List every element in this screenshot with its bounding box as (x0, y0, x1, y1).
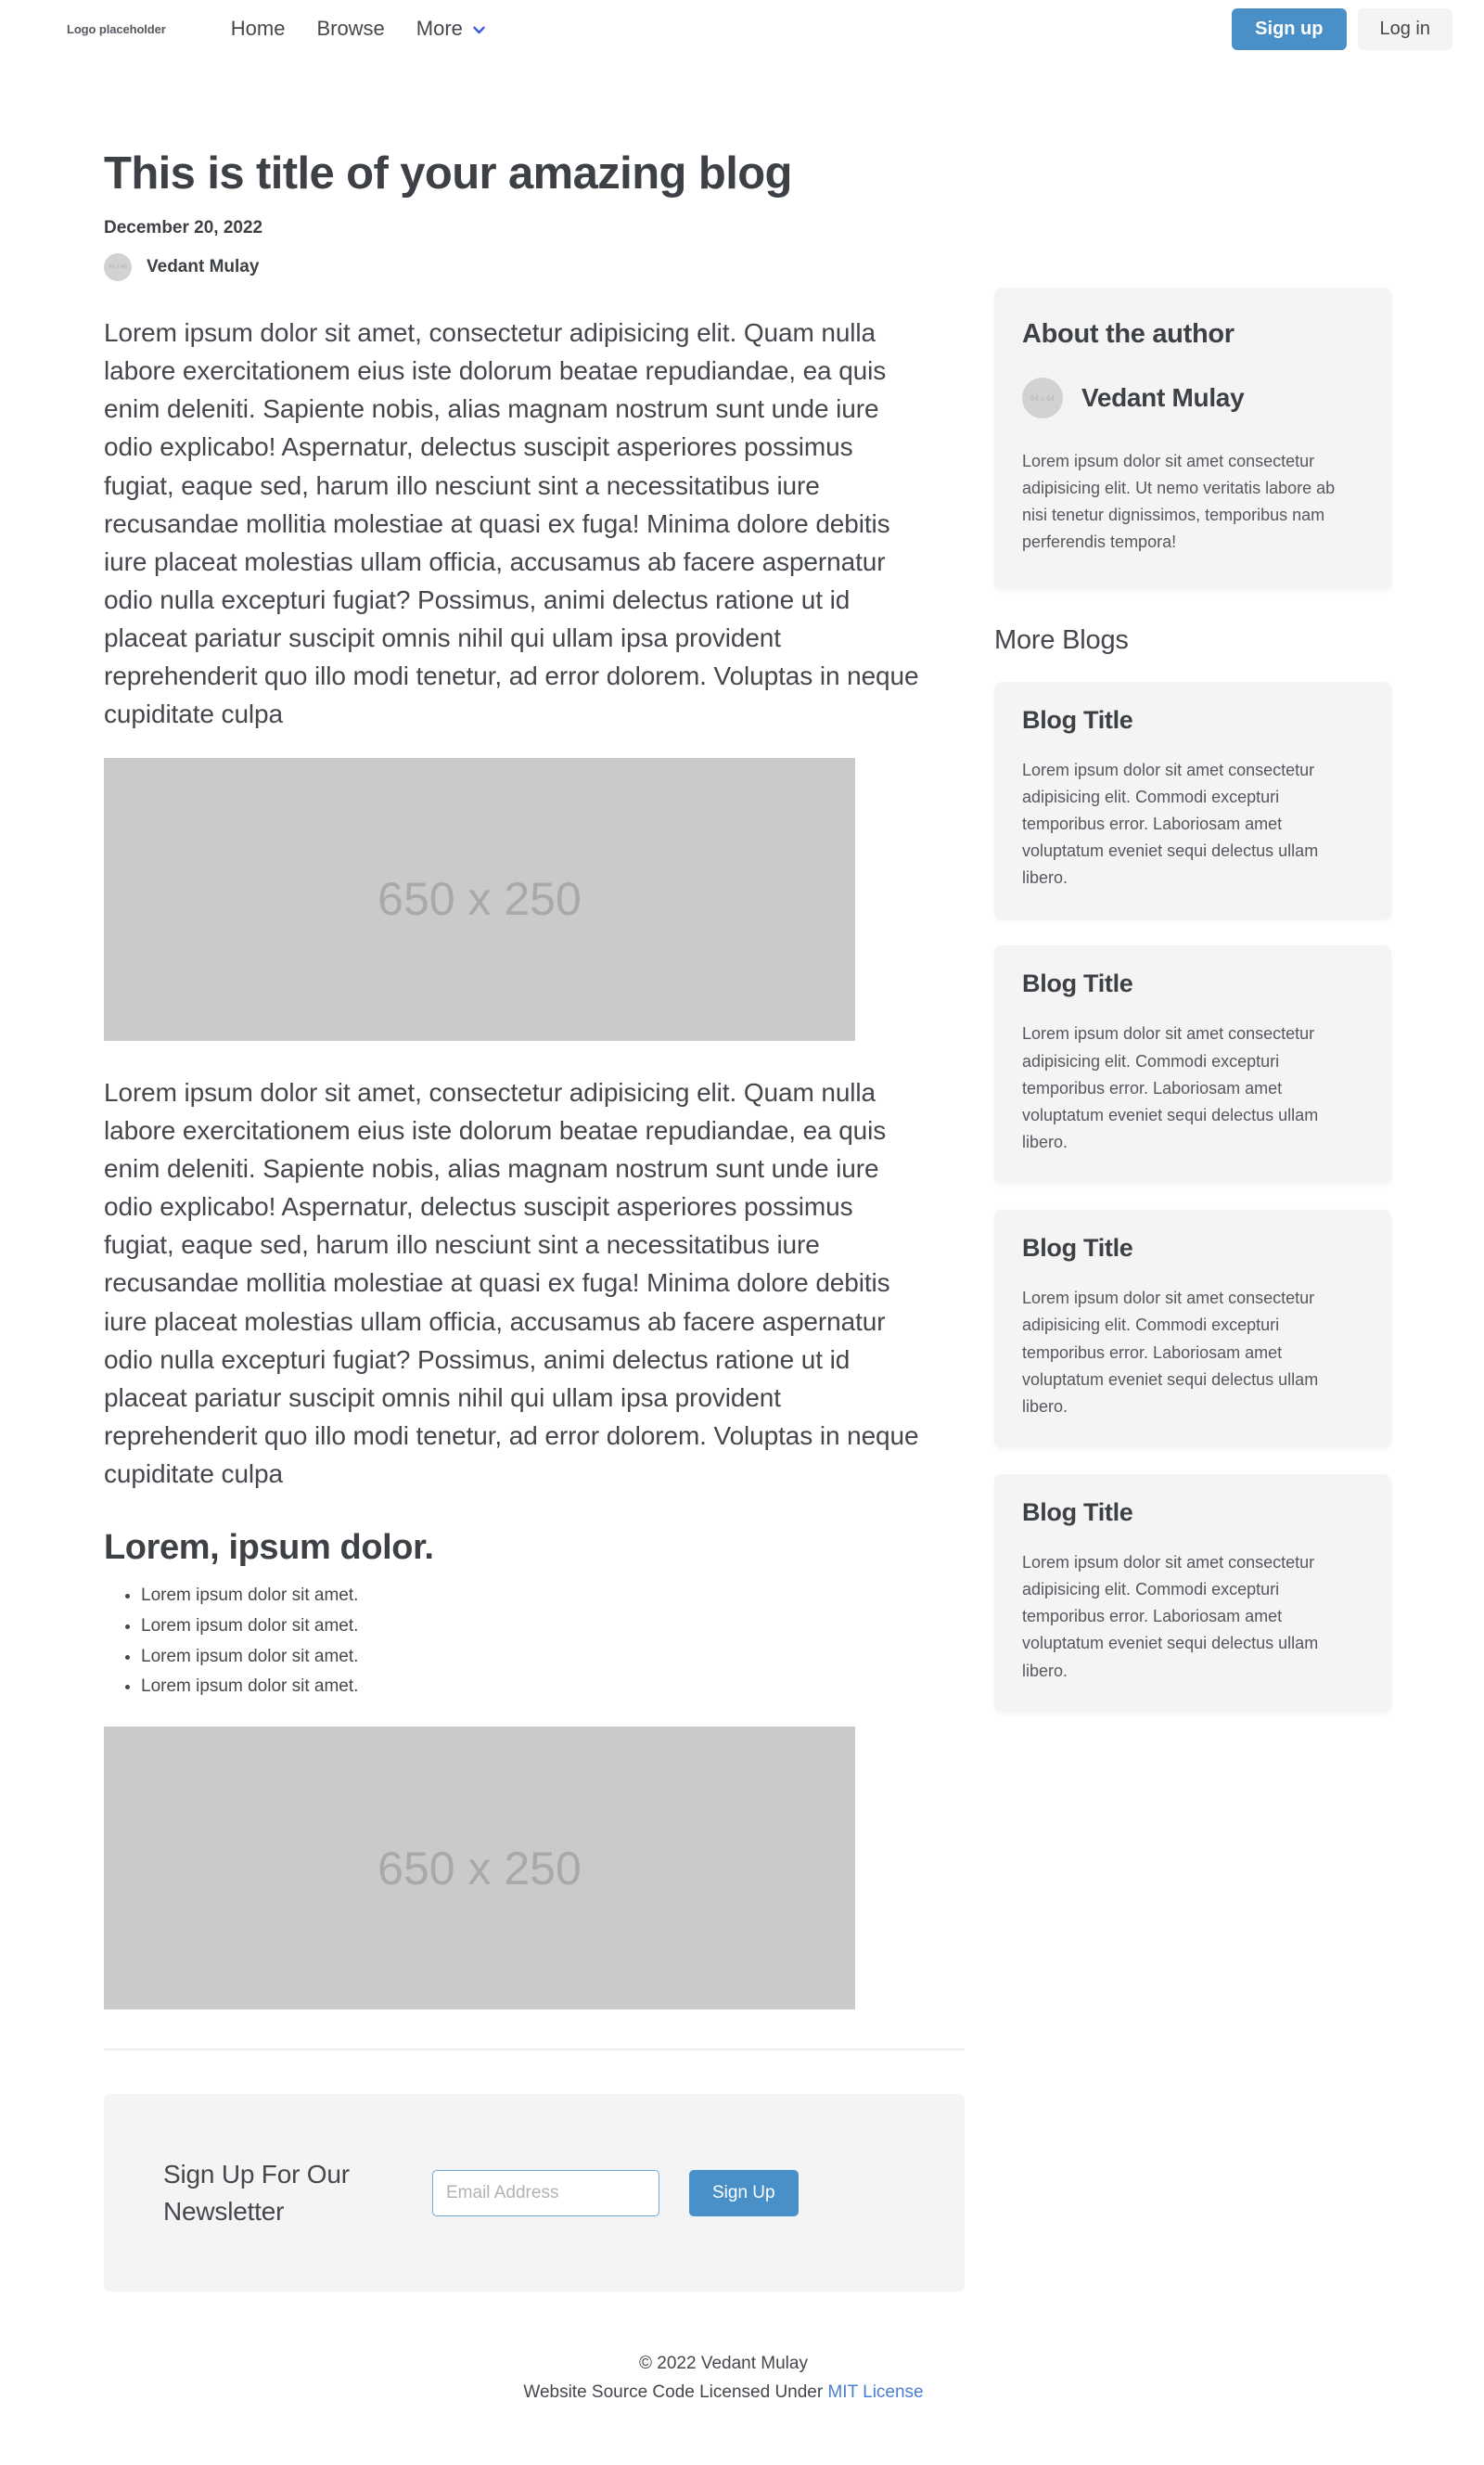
blog-card-excerpt: Lorem ipsum dolor sit amet consectetur adipisicing elit. Commodi excepturi temporibus error. Laboriosam amet voluptatum eveniet sequi delectus ullam libero. (1022, 1552, 1319, 1680)
author-bio: Lorem ipsum dolor sit amet consectetur adipisicing elit. Ut nemo veritatis labore ab nisi tenetur dignissimos, temporibus nam perferendis tempora! (1022, 452, 1336, 552)
navbar (0, 0, 1484, 58)
blog-card-title: Blog Title (1022, 705, 1133, 734)
content-container (0, 58, 1447, 2009)
newsletter-signup-section (104, 2094, 965, 2292)
article-column (104, 58, 929, 2009)
blog-card[interactable] (994, 682, 1391, 920)
article-subheading: Lorem, ipsum dolor. (104, 1528, 434, 1568)
article-paragraph-1: Lorem ipsum dolor sit amet, consectetur adipisicing elit. Quam nulla labore exercitationem eius iste dolorum beatae repudiandae, ea quis enim deleniti. Sapiente nobis, alias magnam nostrum sunt unde iure odio explicabo! Aspernatur, delectus suscipit asperiores possimus fugiat, eaque sed, harum illo nesciunt sint a necessitatibus iure recusandae mollitia molestiae at quasi ex fuga! Minima dolore debitis iure placeat molestias ullam officia, accusamus ab facere aspernatur odio nulla excepturi fugiat? Possimus, animi delectus ratione ut id placeat pariatur suscipit omnis nihil qui ullam ipsa provident reprehenderit quo illo modi tenetur, ad error dolorem. Voluptas in neque cupiditate culpa (104, 317, 919, 729)
post-date: December 20, 2022 (104, 217, 263, 238)
login-button[interactable]: Log in (1358, 8, 1453, 50)
section-divider (104, 2048, 965, 2050)
author-name: Vedant Mulay (1081, 383, 1245, 412)
about-the-author-card (994, 288, 1391, 590)
article-paragraph-2: Lorem ipsum dolor sit amet, consectetur adipisicing elit. Quam nulla labore exercitationem eius iste dolorum beatae repudiandae, ea quis enim deleniti. Sapiente nobis, alias magnam nostrum sunt unde iure odio explicabo! Aspernatur, delectus suscipit asperiores possimus fugiat, eaque sed, harum illo nesciunt sint a necessitatibus iure recusandae mollitia molestiae at quasi ex fuga! Minima dolore debitis iure placeat molestias ullam officia, accusamus ab facere aspernatur odio nulla excepturi fugiat? Possimus, animi delectus ratione ut id placeat pariatur suscipit omnis nihil qui ullam ipsa provident reprehenderit quo illo modi tenetur, ad error dolorem. Voluptas in neque cupiditate culpa (104, 1077, 919, 1489)
article-image-2: 650 x 250 (104, 1727, 855, 2009)
nav-links (231, 17, 1232, 41)
list-item: • Lorem ipsum dolor sit amet. (141, 1611, 929, 1642)
page-body (0, 58, 1484, 2407)
logo-placeholder: Logo placeholder (67, 21, 166, 36)
list-item: • Lorem ipsum dolor sit amet. (141, 1581, 929, 1611)
blog-card[interactable] (994, 1474, 1391, 1713)
blog-card-excerpt: Lorem ipsum dolor sit amet consectetur adipisicing elit. Commodi excepturi temporibus error. Laboriosam amet voluptatum eveniet sequi delectus ullam libero. (1022, 760, 1319, 888)
more-blogs-title: More Blogs (994, 624, 1129, 655)
email-field[interactable] (432, 2170, 659, 2216)
blog-card[interactable] (994, 945, 1391, 1184)
blog-card[interactable] (994, 1210, 1391, 1448)
blog-card-excerpt: Lorem ipsum dolor sit amet consectetur adipisicing elit. Commodi excepturi temporibus error. Laboriosam amet voluptatum eveniet sequi delectus ullam libero. (1022, 1024, 1319, 1152)
footer-license-line (0, 2379, 1447, 2407)
article-image-1: 650 x 250 (104, 758, 855, 1041)
footer-license-prefix: Website Source Code Licensed Under (523, 2382, 828, 2402)
nav-link-home[interactable]: Home (230, 17, 286, 40)
footer (0, 2350, 1447, 2407)
avatar: 48 x 48 (104, 253, 132, 281)
page-title: This is title of your amazing blog (104, 148, 792, 199)
avatar: 64 x 64 (1022, 378, 1063, 418)
list-item: • Lorem ipsum dolor sit amet. (141, 1642, 929, 1673)
nav-link-browse[interactable]: Browse (316, 17, 385, 40)
article-bullet-list (104, 1581, 929, 1702)
nav-more-dropdown[interactable] (416, 17, 487, 41)
about-author-title: About the author (1022, 319, 1235, 349)
chevron-down-icon (471, 22, 487, 38)
byline (104, 253, 929, 281)
footer-copyright: © 2022 Vedant Mulay (639, 2354, 808, 2373)
mit-license-link[interactable]: MIT License (827, 2382, 924, 2402)
blog-card-title: Blog Title (1022, 969, 1133, 998)
blog-card-title: Blog Title (1022, 1497, 1133, 1526)
blog-card-title: Blog Title (1022, 1234, 1133, 1263)
nav-more-label: More (416, 17, 463, 40)
blog-card-excerpt: Lorem ipsum dolor sit amet consectetur adipisicing elit. Commodi excepturi temporibus error. Laboriosam amet voluptatum eveniet sequi delectus ullam libero. (1022, 1289, 1319, 1416)
list-item: • Lorem ipsum dolor sit amet. (141, 1672, 929, 1702)
author-row (1022, 378, 1363, 418)
newsletter-title: Sign Up For Our Newsletter (163, 2159, 350, 2226)
signup-button[interactable]: Sign up (1232, 8, 1346, 50)
nav-actions (1232, 8, 1452, 50)
sidebar-column (994, 58, 1391, 1713)
byline-author-name: Vedant Mulay (147, 256, 260, 276)
newsletter-signup-button[interactable]: Sign Up (689, 2170, 799, 2216)
